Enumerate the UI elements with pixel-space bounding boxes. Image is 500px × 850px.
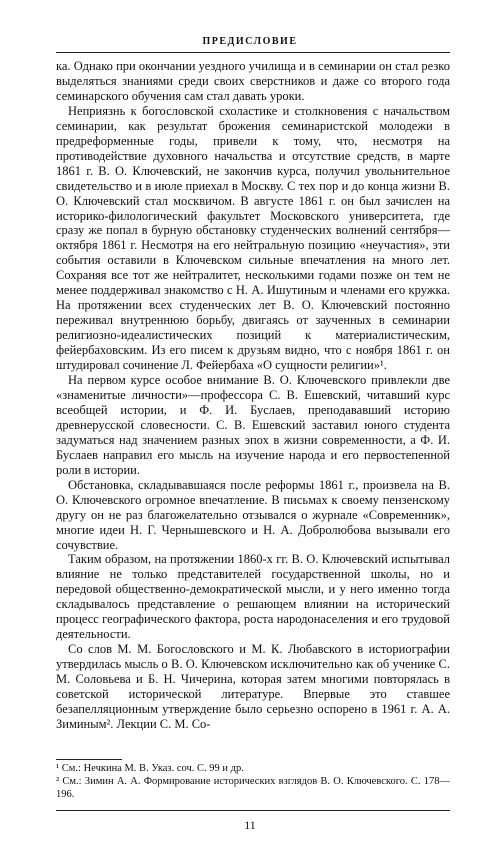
footnote: ¹ См.: Нечкина М. В. Указ. соч. С. 99 и др. <box>56 763 244 774</box>
paragraph: На первом курсе особое внимание В. О. Ключевского привлекли две «знаменитые личности»—профессора С. В. Ешевский, читавший курс всеобщей истории, и Ф. И. Буслаев, преподававший историю древнерусской словесности. С. В. Ешевский заставил юного студента задуматься над значением разных эпох в жизни современности, а Ф. И. Буслаев направил его мысль на изучение народа и его первостепенной роли в истории. <box>56 373 450 477</box>
footnotes <box>56 762 450 801</box>
paragraph: Со слов М. М. Богословского и М. К. Любавского в историографии утвердилась мысль о В. О. Ключевском исключительно как об ученике С. М. Соловьева и Б. Н. Чичерина, которая затем многими повторялась в советской исторической литературе. Впервые это ставшее безапелляционным утверждение было серьезно оспорено в 1961 г. А. А. Зиминым². Лекции С. М. Со- <box>56 642 450 731</box>
paragraph: Таким образом, на протяжении 1860-х гг. В. О. Ключевский испытывал влияние не только представителей государственной школы, но и передовой общественно-демократической мысли, и у него именно тогда складывалось представление о решающем влиянии на исторический процесс географического фактора, роста народонаселения и его трудовой деятельности. <box>56 552 450 642</box>
page-number: 11 <box>244 818 256 832</box>
paragraph: Обстановка, складывавшаяся после реформы 1861 г., произвела на В. О. Ключевского огромное впечатление. В письмах к своему пензенскому другу он не раз благожелательно отзывался о журнале «Современник», многие идеи Н. Г. Чернышевского и Н. А. Добролюбова вызывали его сочувствие. <box>56 477 450 552</box>
footnote-rule <box>56 759 122 760</box>
header-rule <box>56 52 450 53</box>
paragraph: ка. Однако при окончании уездного училища и в семинарии он стал резко выделяться знаниями среди своих сверстников и даже со второго года семинарского обучения сам стал давать уроки. <box>56 59 450 103</box>
footnote: ² См.: Зимин А. А. Формирование исторических взглядов В. О. Ключевского. С. 178—196. <box>56 776 450 800</box>
paragraph: Неприязнь к богословской схоластике и столкновения с начальством семинарии, как результат брожения семинаристской молодежи в предреформенные годы, привели к тому, что, несмотря на противодействие духовного начальства и отсутствие средств, в марте 1861 г. В. О. Ключевский, не закончив курса, получил увольнительное свидетельство и в июле приехал в Москву. С тех пор и до конца жизни В. О. Ключевский стал москвичом. В августе 1861 г. он был зачислен на историко-филологический факультет Московского университета, где сразу же попал в бурную обстановку студенческих волнений сентября—октября 1861 г. Несмотря на его нейтральную позицию «неучастия», эти события оставили в Ключевском сильные впечатления на много лет. Сохраняя все тот же нейтралитет, несколькими годами позже он тем не менее поддерживал знакомство с Н. А. Ишутиным и членами его кружка. На протяжении всех студенческих лет В. О. Ключевский постоянно переживал внутреннюю борьбу, двигаясь от заученных в семинарии религиозно-идеалистических позиций к материалистическим, фейербаховским. Из его писем к друзьям видно, что с ноября 1861 г. он штудировал сочинение Л. Фейербаха «О сущности религии»¹. <box>56 103 450 373</box>
main-text <box>56 59 450 732</box>
running-header: ПРЕДИСЛОВИЕ <box>202 36 298 47</box>
footer-rule <box>56 810 450 811</box>
